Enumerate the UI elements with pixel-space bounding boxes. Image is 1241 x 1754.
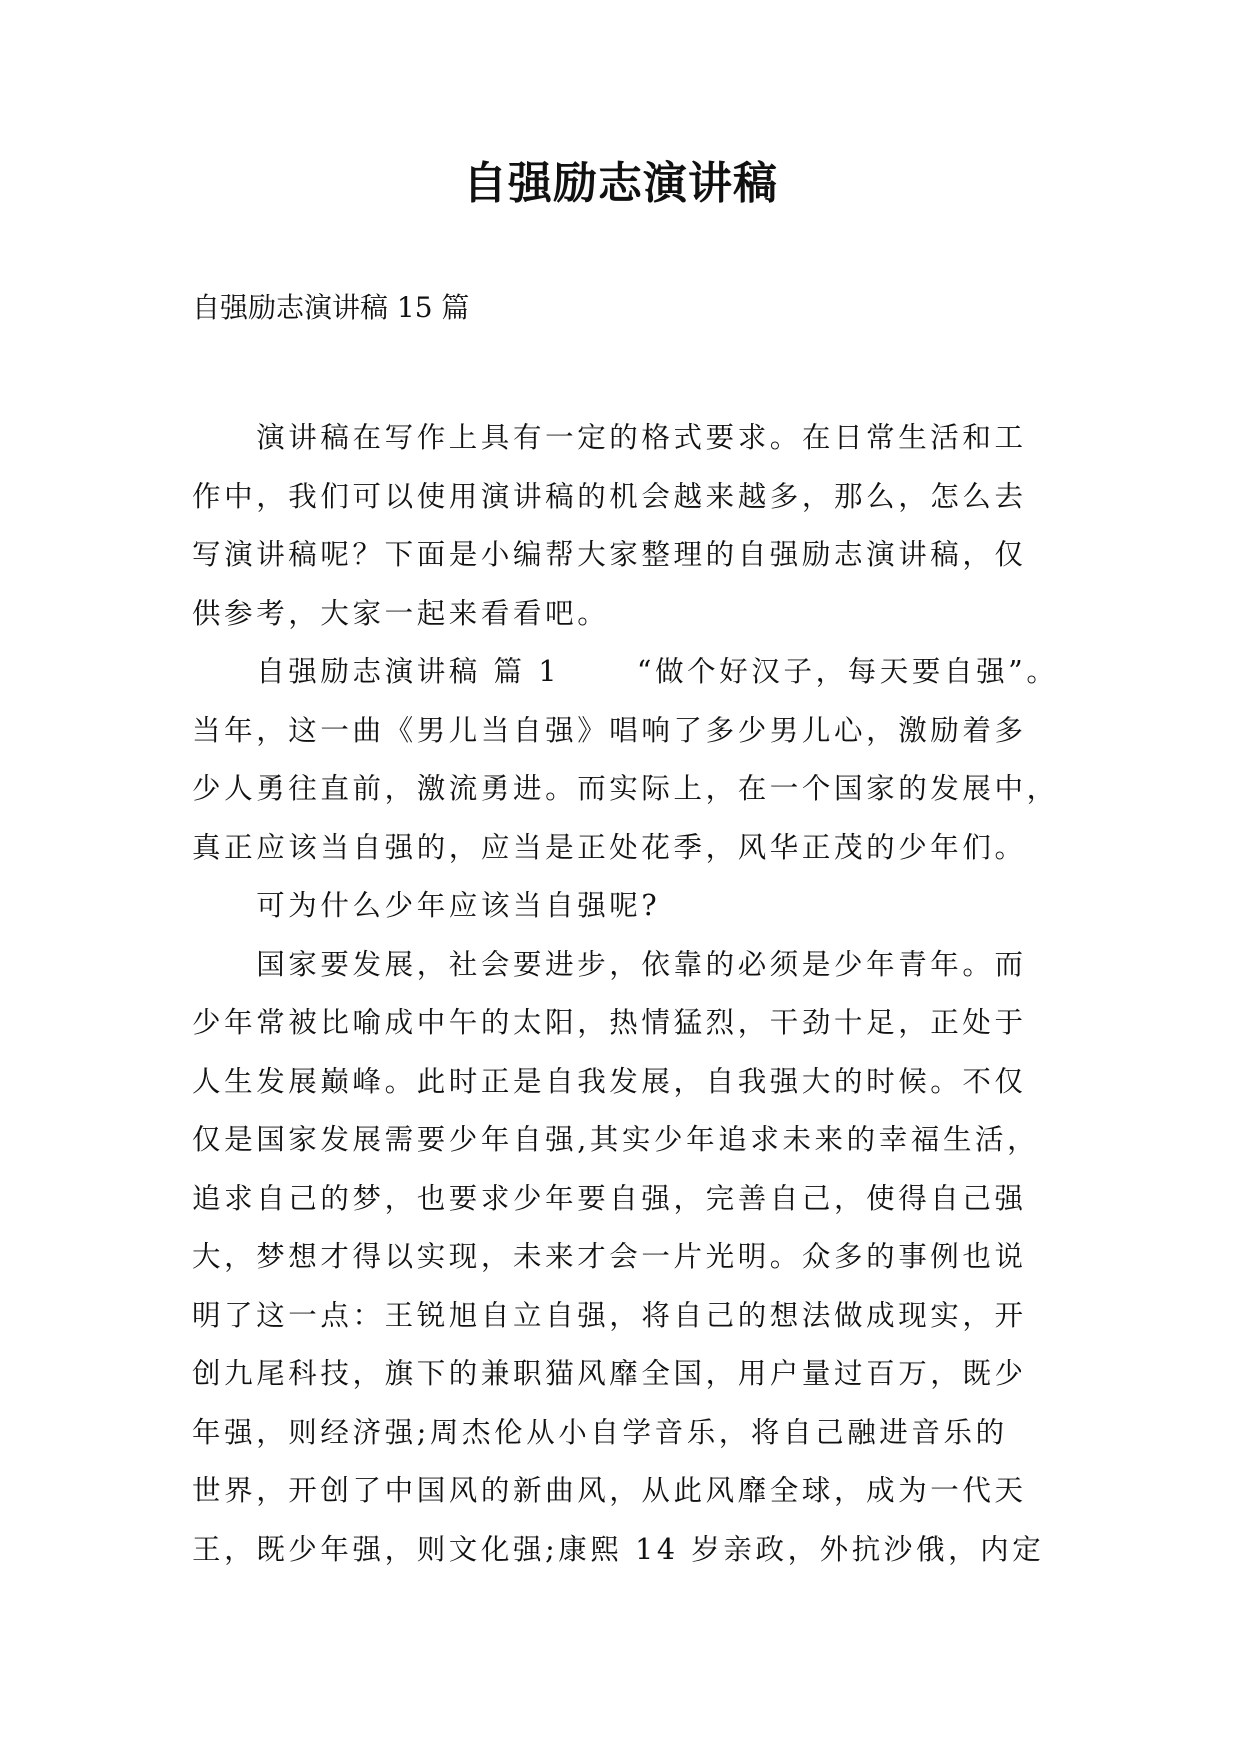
body-line: 大，梦想才得以实现，未来才会一片光明。众多的事例也说 [192,1240,1027,1273]
body-line: 国家要发展，社会要进步，依靠的必须是少年青年。而 [192,947,1027,981]
body-line: 当年，这一曲《男儿当自强》唱响了多少男儿心，激励着多 [192,713,1027,747]
body-line: 明了这一点：王锐旭自立自强，将自己的想法做成现实，开 [192,1298,1027,1332]
body-line: 写演讲稿呢？下面是小编帮大家整理的自强励志演讲稿，仅 [192,538,1027,571]
body-line: 自强励志演讲稿 篇 1 “做个好汉子，每天要自强”。 [192,655,1059,688]
body-line: 王，既少年强，则文化强;康熙 14 岁亲政，外抗沙俄，内定 [192,1532,1045,1566]
document-body [192,409,1062,1579]
body-line: 追求自己的梦，也要求少年要自强，完善自己，使得自己强 [192,1181,1027,1215]
body-line: 世界，开创了中国风的新曲风，从此风靡全球，成为一代天 [192,1474,1027,1507]
body-line: 供参考，大家一起来看看吧。 [192,596,610,630]
body-line: 仅是国家发展需要少年自强,其实少年追求未来的幸福生活， [192,1123,1040,1156]
body-line: 演讲稿在写作上具有一定的格式要求。在日常生活和工 [192,421,1027,454]
document-subtitle: 自强励志演讲稿 15 篇 [192,291,470,324]
body-line: 少年常被比喻成中午的太阳，热情猛烈，干劲十足，正处于 [192,1006,1027,1039]
body-line: 人生发展巅峰。此时正是自我发展，自我强大的时候。不仅 [192,1064,1027,1098]
body-line: 作中，我们可以使用演讲稿的机会越来越多，那么，怎么去 [192,479,1027,513]
body-line: 真正应该当自强的，应当是正处花季，风华正茂的少年们。 [192,830,1027,864]
body-line: 年强，则经济强;周杰伦从小自学音乐，将自己融进音乐的 [192,1415,1008,1449]
body-line: 可为什么少年应该当自强呢? [192,889,661,922]
body-line: 少人勇往直前，激流勇进。而实际上，在一个国家的发展中， [192,772,1059,805]
document-title: 自强励志演讲稿 [463,158,778,209]
body-line: 创九尾科技，旗下的兼职猫风靡全国，用户量过百万，既少 [192,1357,1027,1390]
